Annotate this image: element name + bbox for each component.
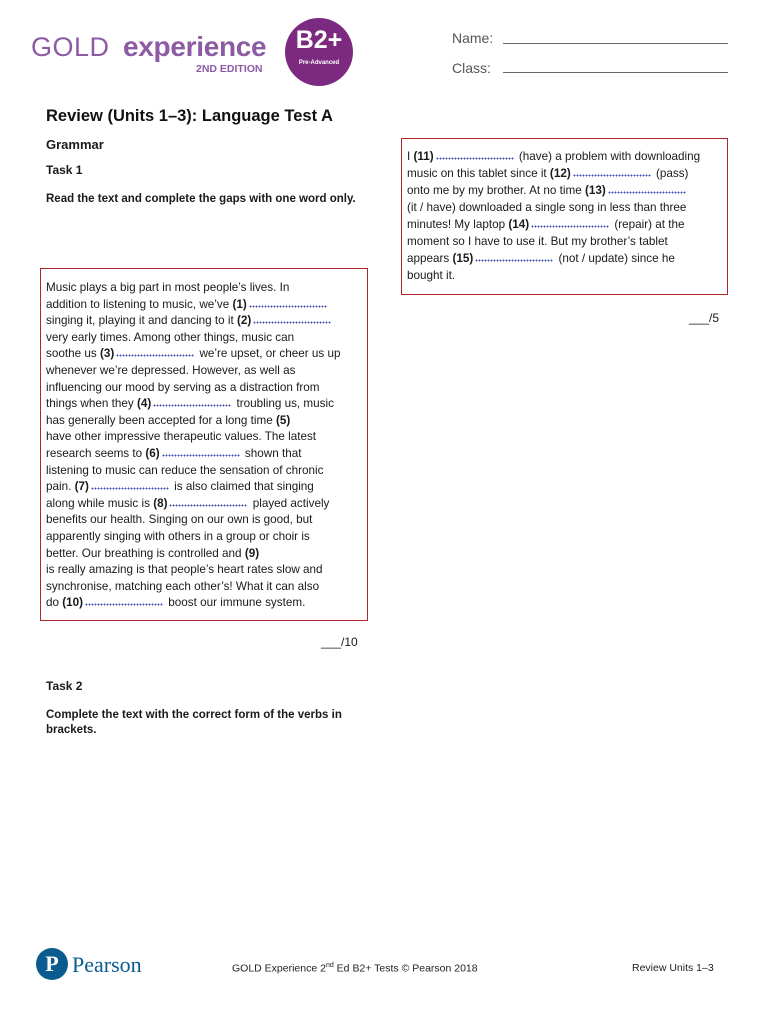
footer-unit: Review Units 1–3 xyxy=(632,962,714,974)
text-line: addition to listening to music, we’ve (1) xyxy=(46,298,329,311)
gap-number: (10) xyxy=(62,596,84,610)
text-line: listening to music can reduce the sensation of chronic xyxy=(46,463,324,477)
text-line: influencing our mood by serving as a distraction from xyxy=(46,380,320,394)
task2-label: Task 2 xyxy=(46,679,83,693)
text-line: moment so I have to use it. But my brother’s tablet xyxy=(407,235,668,248)
text-line: along while music is (8) played actively xyxy=(46,496,330,510)
level-badge-sublabel: Pre-Advanced xyxy=(298,60,340,66)
task1-score: ___/10 xyxy=(321,635,358,649)
text-line: very early times. Among other things, music can xyxy=(46,330,295,344)
task2-instruction: Complete the text with the correct form of the verbs in brackets. xyxy=(46,709,342,736)
text-line: music on this tablet since it (12) (pass) xyxy=(407,167,689,180)
text-line: soothe us (3) we’re upset, or cheer us up xyxy=(46,347,341,361)
gap-blank[interactable] xyxy=(162,448,240,457)
gap-blank[interactable] xyxy=(253,315,331,324)
text-line: Music plays a big part in most people’s lives. In xyxy=(46,281,290,294)
page-title: Review (Units 1–3): Language Test A xyxy=(46,107,333,125)
text-line: minutes! My laptop (14) (repair) at the xyxy=(407,218,685,231)
task2-score: ___/5 xyxy=(689,311,720,325)
text-line: synchronise, matching each other’s! What it can also xyxy=(46,579,320,593)
section-heading: Grammar xyxy=(46,137,104,152)
text-line: bought it. xyxy=(407,269,456,282)
gap-number: (13) xyxy=(585,184,606,197)
text-line: better. Our breathing is controlled and (9) xyxy=(46,546,260,560)
gap-blank[interactable] xyxy=(85,597,163,606)
logo-gold-text: GOLD xyxy=(31,32,110,62)
gap-blank[interactable] xyxy=(573,168,651,177)
class-field[interactable] xyxy=(503,72,728,73)
text-line: have other impressive therapeutic values. The latest xyxy=(46,430,317,444)
gap-blank[interactable] xyxy=(91,481,169,490)
text-line: has generally been accepted for a long time (5) xyxy=(46,413,291,427)
gap-blank[interactable] xyxy=(608,185,686,194)
name-field[interactable] xyxy=(503,43,728,44)
text-line: do (10) boost our immune system. xyxy=(46,596,306,610)
gap-number: (9) xyxy=(244,546,260,560)
level-badge-label: B2+ xyxy=(295,26,343,54)
text-line: is really amazing is that people’s heart rates slow and xyxy=(46,563,323,577)
logo-edition-text: 2ND EDITION xyxy=(196,63,263,75)
gap-number: (5) xyxy=(276,413,291,427)
task1-instruction: Read the text and complete the gaps with one word only. xyxy=(46,193,356,205)
gap-number: (15) xyxy=(452,252,474,265)
gap-blank[interactable] xyxy=(436,151,514,160)
name-label: Name: xyxy=(452,30,494,46)
pearson-logo-initial: P xyxy=(45,951,59,976)
gap-number: (4) xyxy=(136,397,152,411)
gap-blank[interactable] xyxy=(475,253,553,262)
gap-number: (7) xyxy=(74,480,89,494)
text-line: pain. (7) is also claimed that singing xyxy=(46,480,314,494)
class-label: Class: xyxy=(452,60,491,76)
text-line: (it / have) downloaded a single song in less than three xyxy=(407,201,687,214)
footer-book-info: GOLD Experience 2nd Ed B2+ Tests © Pearson 2018 xyxy=(232,962,478,975)
gap-blank[interactable] xyxy=(249,299,327,308)
logo-experience-text: experience xyxy=(123,31,267,62)
text-line: benefits our health. Singing on our own is good, but xyxy=(46,513,313,527)
text-line: whenever we’re depressed. However, as well as xyxy=(46,364,296,377)
gap-number: (14) xyxy=(508,218,530,231)
gap-blank[interactable] xyxy=(153,398,231,407)
gap-number: (1) xyxy=(232,297,247,311)
pearson-wordmark: Pearson xyxy=(72,952,142,977)
text-line: things when they (4) troubling us, music xyxy=(46,397,334,411)
text-line: appears (15) (not / update) since he xyxy=(407,252,675,265)
gap-number: (12) xyxy=(549,167,571,180)
task1-label: Task 1 xyxy=(46,163,83,177)
text-line: I (11) (have) a problem with downloading xyxy=(407,150,701,163)
gap-blank[interactable] xyxy=(116,348,194,357)
gap-number: (3) xyxy=(99,347,115,361)
gap-number: (2) xyxy=(237,314,252,328)
gap-blank[interactable] xyxy=(531,219,609,228)
text-line: apparently singing with others in a group or choir is xyxy=(46,530,310,543)
text-line: onto me by my brother. At no time (13) xyxy=(407,184,688,197)
gap-number: (6) xyxy=(145,447,160,460)
text-line: singing it, playing it and dancing to it (2) xyxy=(46,314,333,327)
gap-blank[interactable] xyxy=(169,498,247,507)
gap-number: (8) xyxy=(153,496,168,510)
text-line: research seems to (6) shown that xyxy=(46,447,302,460)
gap-number: (11) xyxy=(413,150,434,163)
